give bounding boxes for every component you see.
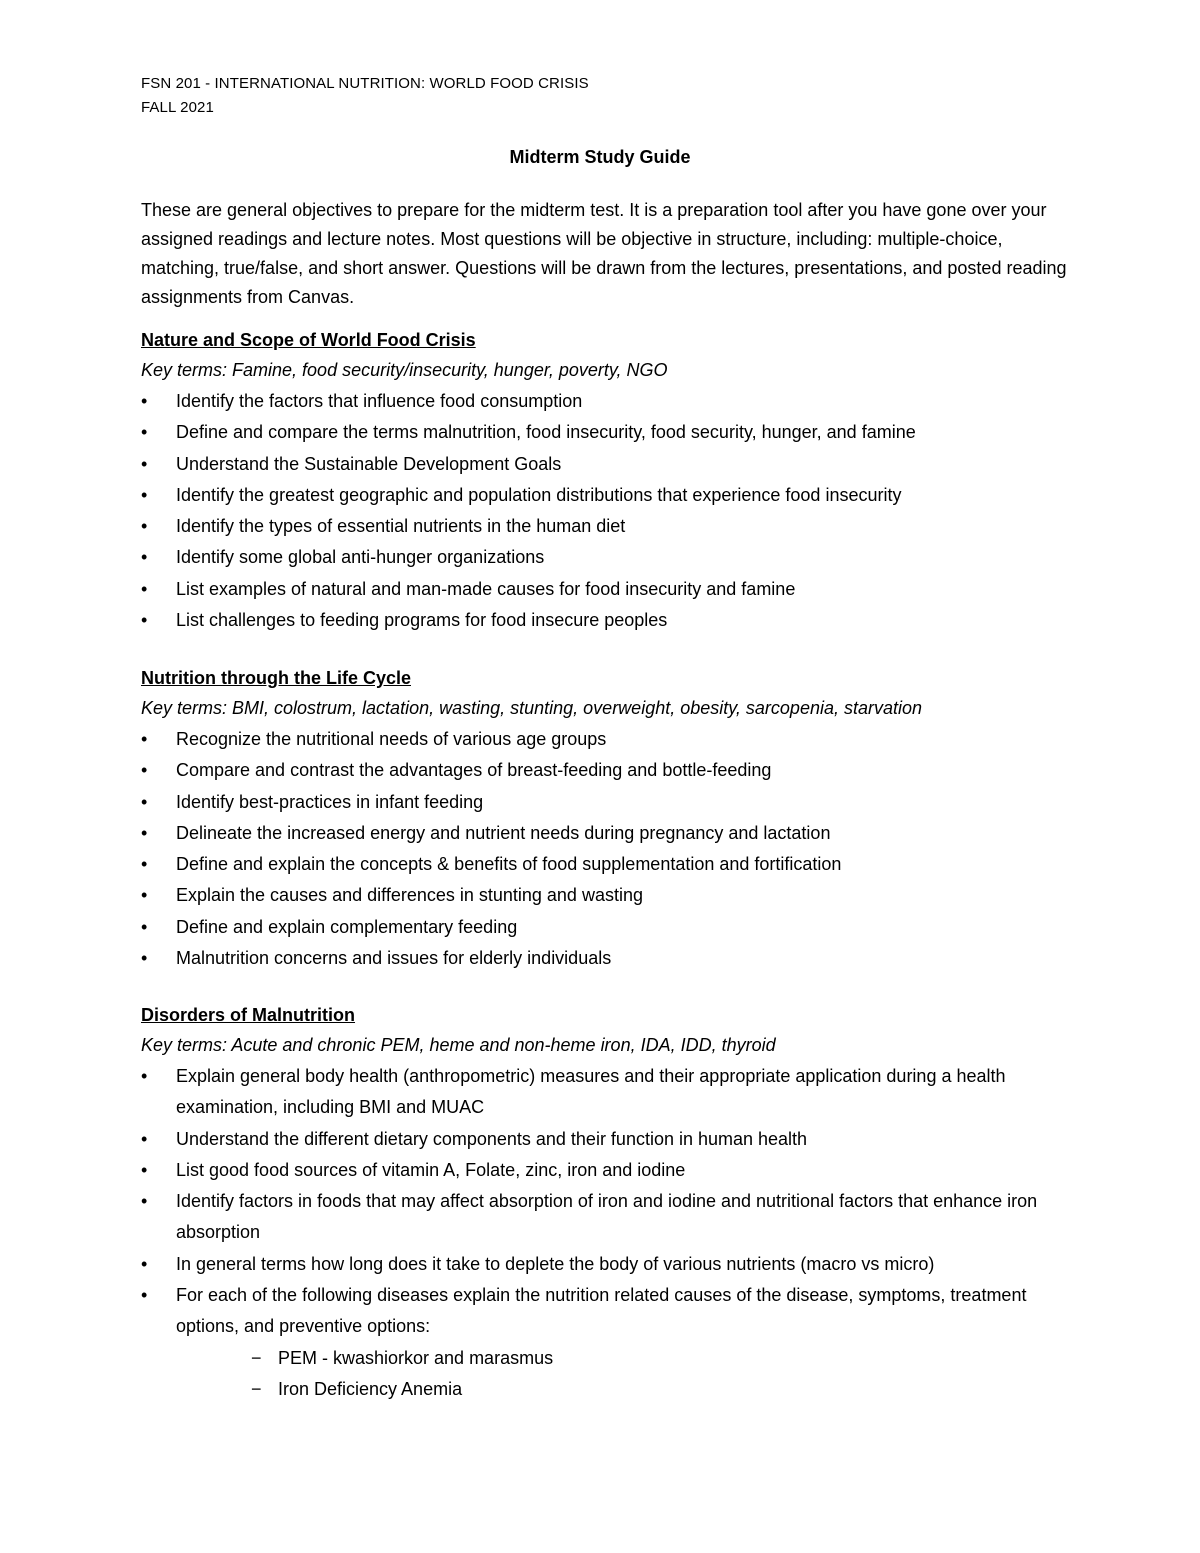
list-item: • Compare and contrast the advantages of breast-feeding and bottle-feeding bbox=[141, 755, 1071, 786]
section-nature-scope bbox=[141, 325, 1071, 636]
list-item: • Identify the factors that influence food consumption bbox=[141, 386, 1071, 417]
key-terms: Key terms: BMI, colostrum, lactation, wasting, stunting, overweight, obesity, sarcopenia, starvation bbox=[141, 698, 923, 718]
list-item: • Explain general body health (anthropometric) measures and their appropriate application during a health examination, including BMI and MUAC bbox=[141, 1061, 1071, 1124]
list-item: • Identify the greatest geographic and population distributions that experience food insecurity bbox=[141, 480, 1071, 511]
section-heading: Disorders of Malnutrition bbox=[141, 1005, 356, 1025]
course-title: FSN 201 - INTERNATIONAL NUTRITION: WORLD FOOD CRISIS bbox=[141, 75, 589, 92]
list-item: • In general terms how long does it take to deplete the body of various nutrients (macro vs micro) bbox=[141, 1249, 1071, 1280]
key-terms: Key terms: Famine, food security/insecurity, hunger, poverty, NGO bbox=[141, 360, 668, 380]
section-life-cycle bbox=[141, 663, 1071, 974]
disease-sublist bbox=[176, 1343, 1071, 1405]
list-item: • Explain the causes and differences in stunting and wasting bbox=[141, 880, 1071, 911]
term-label: FALL 2021 bbox=[141, 99, 214, 116]
section-malnutrition bbox=[141, 1000, 1071, 1405]
list-item: • Identify factors in foods that may affect absorption of iron and iodine and nutritional factors that enhance iron absorption bbox=[141, 1186, 1071, 1249]
list-item: • Identify best-practices in infant feeding bbox=[141, 787, 1071, 818]
list-item: • List good food sources of vitamin A, Folate, zinc, iron and iodine bbox=[141, 1155, 1071, 1186]
list-item: • Define and explain complementary feeding bbox=[141, 912, 1071, 943]
list-item: • Understand the Sustainable Development Goals bbox=[141, 449, 1071, 480]
list-item: • List examples of natural and man-made causes for food insecurity and famine bbox=[141, 574, 1071, 605]
intro-paragraph: These are general objectives to prepare for the midterm test. It is a preparation tool after you have gone over your assigned readings and lecture notes. Most questions will be objective in structure, including: multiple-choice, matching, true/false, and short answer. Questions will be drawn from the lectures, presentations, and posted reading assignments from Canvas. bbox=[141, 200, 1067, 307]
document-header bbox=[141, 72, 589, 120]
list-item: • Understand the different dietary components and their function in human health bbox=[141, 1124, 1071, 1155]
objective-list bbox=[141, 1061, 1071, 1405]
list-item bbox=[141, 1280, 1071, 1405]
sub-list-item: − PEM - kwashiorkor and marasmus bbox=[176, 1343, 1071, 1374]
list-item: • Identify the types of essential nutrients in the human diet bbox=[141, 511, 1071, 542]
list-item: • Delineate the increased energy and nutrient needs during pregnancy and lactation bbox=[141, 818, 1071, 849]
list-item: • Malnutrition concerns and issues for elderly individuals bbox=[141, 943, 1071, 974]
list-item: • Define and explain the concepts & benefits of food supplementation and fortification bbox=[141, 849, 1071, 880]
list-item-text: For each of the following diseases explain the nutrition related causes of the disease, symptoms, treatment options, and preventive options: bbox=[176, 1285, 1027, 1337]
page-title: Midterm Study Guide bbox=[509, 147, 691, 167]
section-heading: Nature and Scope of World Food Crisis bbox=[141, 330, 476, 350]
section-heading: Nutrition through the Life Cycle bbox=[141, 668, 411, 688]
sub-list-item: − Iron Deficiency Anemia bbox=[176, 1374, 1071, 1405]
list-item: • Recognize the nutritional needs of various age groups bbox=[141, 724, 1071, 755]
list-item: • Identify some global anti-hunger organizations bbox=[141, 542, 1071, 573]
list-item: • List challenges to feeding programs for food insecure peoples bbox=[141, 605, 1071, 636]
objective-list bbox=[141, 386, 1071, 636]
objective-list bbox=[141, 724, 1071, 974]
list-item: • Define and compare the terms malnutrition, food insecurity, food security, hunger, and famine bbox=[141, 417, 1071, 448]
key-terms: Key terms: Acute and chronic PEM, heme and non-heme iron, IDA, IDD, thyroid bbox=[141, 1035, 776, 1055]
